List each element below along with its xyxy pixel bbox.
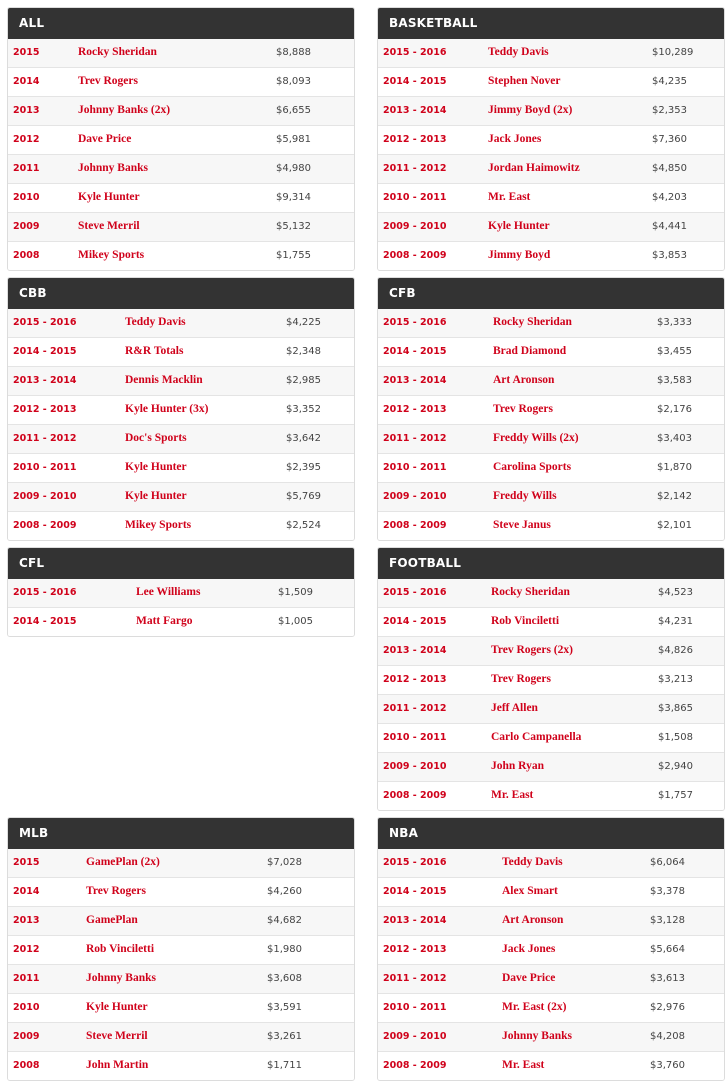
season: 2013 - 2014: [383, 375, 447, 386]
season: 2015 - 2016: [13, 587, 77, 598]
season: 2010 - 2011: [383, 1002, 447, 1013]
profit-amount: $2,524: [286, 520, 321, 531]
profit-amount: $2,985: [286, 375, 321, 386]
leader-row: [8, 994, 354, 1023]
leader-row: [378, 782, 724, 810]
capper-link[interactable]: Matt Fargo: [136, 615, 193, 627]
capper-link[interactable]: Rob Vinciletti: [491, 615, 560, 627]
panel-mlb: [7, 817, 355, 1081]
profit-amount: $4,260: [267, 886, 302, 897]
profit-amount: $8,888: [276, 47, 311, 58]
capper-link[interactable]: Mr. East: [488, 191, 531, 203]
leader-list: [378, 39, 724, 270]
capper-link[interactable]: Rocky Sheridan: [493, 316, 572, 328]
panel-title: MLB: [8, 818, 354, 849]
season: 2013 - 2014: [383, 645, 447, 656]
leader-list: [8, 309, 354, 540]
profit-amount: $4,682: [267, 915, 302, 926]
leader-row: [8, 512, 354, 540]
leader-row: [8, 849, 354, 878]
season: 2015 - 2016: [13, 317, 77, 328]
capper-link[interactable]: Jack Jones: [502, 943, 556, 955]
season: 2008: [13, 1060, 40, 1071]
capper-link[interactable]: Johnny Banks: [78, 162, 148, 174]
leader-row: [378, 724, 724, 753]
capper-link[interactable]: Dennis Macklin: [125, 374, 203, 386]
season: 2008 - 2009: [383, 250, 447, 261]
capper-link[interactable]: Alex Smart: [502, 885, 558, 897]
season: 2015 - 2016: [383, 317, 447, 328]
capper-link[interactable]: Kyle Hunter: [125, 461, 187, 473]
panel-title: NBA: [378, 818, 724, 849]
profit-amount: $5,664: [650, 944, 685, 955]
leader-row: [378, 184, 724, 213]
capper-link[interactable]: Kyle Hunter: [125, 490, 187, 502]
profit-amount: $3,760: [650, 1060, 685, 1071]
leader-row: [8, 155, 354, 184]
profit-amount: $3,613: [650, 973, 685, 984]
season: 2012: [13, 134, 40, 145]
capper-link[interactable]: Teddy Davis: [488, 46, 549, 58]
capper-link[interactable]: Jimmy Boyd: [488, 249, 551, 261]
profit-amount: $3,591: [267, 1002, 302, 1013]
leader-row: [8, 309, 354, 338]
profit-amount: $7,028: [267, 857, 302, 868]
leader-row: [378, 637, 724, 666]
panel-cfb: [377, 277, 725, 541]
season: 2014 - 2015: [383, 616, 447, 627]
capper-link[interactable]: Jordan Haimowitz: [488, 162, 580, 174]
capper-link[interactable]: Mr. East (2x): [502, 1001, 567, 1013]
leader-row: [8, 608, 354, 636]
season: 2011 - 2012: [383, 973, 447, 984]
panel-title: CFL: [8, 548, 354, 579]
profit-amount: $1,757: [658, 790, 693, 801]
profit-amount: $3,128: [650, 915, 685, 926]
capper-link[interactable]: GamePlan (2x): [86, 856, 160, 868]
profit-amount: $4,980: [276, 163, 311, 174]
season: 2009 - 2010: [383, 1031, 447, 1042]
capper-link[interactable]: Mikey Sports: [125, 519, 192, 531]
leader-row: [8, 242, 354, 270]
panel-cfl: [7, 547, 355, 637]
leader-row: [378, 907, 724, 936]
profit-amount: $1,005: [278, 616, 313, 627]
profit-amount: $2,395: [286, 462, 321, 473]
capper-link[interactable]: GamePlan: [86, 914, 138, 926]
capper-link[interactable]: Mr. East: [491, 789, 534, 801]
leader-row: [378, 753, 724, 782]
leader-row: [378, 338, 724, 367]
profit-amount: $1,711: [267, 1060, 302, 1071]
season: 2009: [13, 1031, 40, 1042]
capper-link[interactable]: Jack Jones: [488, 133, 542, 145]
leader-row: [8, 367, 354, 396]
capper-link[interactable]: Rob Vinciletti: [86, 943, 155, 955]
season: 2009 - 2010: [383, 761, 447, 772]
season: 2014 - 2015: [13, 616, 77, 627]
leader-row: [378, 579, 724, 608]
season: 2014: [13, 886, 40, 897]
capper-link[interactable]: Mikey Sports: [78, 249, 145, 261]
capper-link[interactable]: Doc's Sports: [125, 432, 187, 444]
capper-link[interactable]: Rocky Sheridan: [78, 46, 157, 58]
leader-row: [378, 1023, 724, 1052]
profit-amount: $2,176: [657, 404, 692, 415]
leader-row: [8, 936, 354, 965]
leader-row: [378, 242, 724, 270]
capper-link[interactable]: Stephen Nover: [488, 75, 561, 87]
profit-amount: $2,101: [657, 520, 692, 531]
season: 2010 - 2011: [383, 192, 447, 203]
panel-title: BASKETBALL: [378, 8, 724, 39]
leader-row: [8, 907, 354, 936]
season: 2011 - 2012: [383, 703, 447, 714]
leader-row: [8, 425, 354, 454]
profit-amount: $6,064: [650, 857, 685, 868]
season: 2011 - 2012: [13, 433, 77, 444]
season: 2010: [13, 1002, 40, 1013]
leader-row: [8, 68, 354, 97]
capper-link[interactable]: Dave Price: [78, 133, 132, 145]
season: 2015 - 2016: [383, 47, 447, 58]
leader-row: [8, 184, 354, 213]
panel-nba: [377, 817, 725, 1081]
leader-row: [8, 878, 354, 907]
leader-row: [378, 666, 724, 695]
season: 2010: [13, 192, 40, 203]
capper-link[interactable]: John Martin: [86, 1059, 149, 1071]
profit-amount: $3,853: [652, 250, 687, 261]
capper-link[interactable]: Mr. East: [502, 1059, 545, 1071]
leader-list: [378, 309, 724, 540]
leader-row: [378, 1052, 724, 1080]
capper-link[interactable]: Steve Merril: [86, 1030, 148, 1042]
profit-amount: $3,333: [657, 317, 692, 328]
leader-row: [8, 396, 354, 425]
leader-row: [378, 396, 724, 425]
leader-row: [378, 39, 724, 68]
profit-amount: $3,261: [267, 1031, 302, 1042]
season: 2013 - 2014: [383, 105, 447, 116]
capper-link[interactable]: Dave Price: [502, 972, 556, 984]
profit-amount: $3,865: [658, 703, 693, 714]
season: 2012 - 2013: [383, 944, 447, 955]
profit-amount: $4,523: [658, 587, 693, 598]
capper-link[interactable]: R&R Totals: [125, 345, 184, 357]
panel-title: ALL: [8, 8, 354, 39]
leader-list: [8, 579, 354, 636]
season: 2008: [13, 250, 40, 261]
profit-amount: $9,314: [276, 192, 311, 203]
season: 2011: [13, 973, 40, 984]
capper-link[interactable]: Freddy Wills: [493, 490, 557, 502]
profit-amount: $4,235: [652, 76, 687, 87]
capper-link[interactable]: Jeff Allen: [491, 702, 538, 714]
season: 2013: [13, 105, 40, 116]
season: 2011 - 2012: [383, 163, 447, 174]
capper-link[interactable]: Carolina Sports: [493, 461, 572, 473]
capper-link[interactable]: Kyle Hunter (3x): [125, 403, 209, 415]
capper-link[interactable]: Teddy Davis: [502, 856, 563, 868]
season: 2008 - 2009: [383, 790, 447, 801]
capper-link[interactable]: Teddy Davis: [125, 316, 186, 328]
season: 2014 - 2015: [13, 346, 77, 357]
capper-link[interactable]: Freddy Wills (2x): [493, 432, 579, 444]
capper-link[interactable]: Brad Diamond: [493, 345, 567, 357]
leader-row: [378, 878, 724, 907]
leader-row: [378, 936, 724, 965]
profit-amount: $1,509: [278, 587, 313, 598]
profit-amount: $3,583: [657, 375, 692, 386]
profit-amount: $5,769: [286, 491, 321, 502]
season: 2015 - 2016: [383, 857, 447, 868]
season: 2010 - 2011: [13, 462, 77, 473]
profit-amount: $1,870: [657, 462, 692, 473]
profit-amount: $5,981: [276, 134, 311, 145]
leader-row: [378, 608, 724, 637]
season: 2010 - 2011: [383, 732, 447, 743]
leader-list: [378, 579, 724, 810]
profit-amount: $3,403: [657, 433, 692, 444]
leader-row: [8, 97, 354, 126]
capper-link[interactable]: Art Aronson: [502, 914, 564, 926]
season: 2014 - 2015: [383, 346, 447, 357]
leader-row: [378, 213, 724, 242]
season: 2014 - 2015: [383, 886, 447, 897]
season: 2011 - 2012: [383, 433, 447, 444]
profit-amount: $4,208: [650, 1031, 685, 1042]
season: 2015: [13, 857, 40, 868]
season: 2013 - 2014: [383, 915, 447, 926]
leader-list: [378, 849, 724, 1080]
capper-link[interactable]: Jimmy Boyd (2x): [488, 104, 573, 116]
season: 2009 - 2010: [383, 491, 447, 502]
leader-list: [8, 849, 354, 1080]
panel-basketball: [377, 7, 725, 271]
profit-amount: $6,655: [276, 105, 311, 116]
capper-link[interactable]: Kyle Hunter: [78, 191, 140, 203]
leader-row: [8, 213, 354, 242]
capper-link[interactable]: Trev Rogers: [491, 673, 551, 685]
capper-link[interactable]: Carlo Campanella: [491, 731, 582, 743]
leader-row: [8, 1023, 354, 1052]
profit-amount: $3,608: [267, 973, 302, 984]
profit-amount: $3,378: [650, 886, 685, 897]
profit-amount: $3,455: [657, 346, 692, 357]
season: 2009 - 2010: [383, 221, 447, 232]
panel-football: [377, 547, 725, 811]
profit-amount: $2,976: [650, 1002, 685, 1013]
leader-row: [378, 126, 724, 155]
season: 2015: [13, 47, 40, 58]
leader-row: [378, 155, 724, 184]
profit-amount: $3,213: [658, 674, 693, 685]
season: 2008 - 2009: [13, 520, 77, 531]
profit-amount: $1,980: [267, 944, 302, 955]
leader-row: [8, 965, 354, 994]
leader-row: [378, 483, 724, 512]
season: 2013 - 2014: [13, 375, 77, 386]
leader-row: [378, 68, 724, 97]
leader-row: [8, 126, 354, 155]
capper-link[interactable]: Lee Williams: [136, 586, 201, 598]
profit-amount: $2,353: [652, 105, 687, 116]
capper-link[interactable]: Trev Rogers: [86, 885, 146, 897]
season: 2010 - 2011: [383, 462, 447, 473]
season: 2013: [13, 915, 40, 926]
season: 2011: [13, 163, 40, 174]
capper-link[interactable]: Steve Merril: [78, 220, 140, 232]
profit-amount: $1,508: [658, 732, 693, 743]
leader-list: [8, 39, 354, 270]
capper-link[interactable]: Trev Rogers: [78, 75, 138, 87]
profit-amount: $4,826: [658, 645, 693, 656]
profit-amount: $4,441: [652, 221, 687, 232]
season: 2012 - 2013: [383, 134, 447, 145]
season: 2012: [13, 944, 40, 955]
leader-row: [378, 994, 724, 1023]
profit-amount: $2,348: [286, 346, 321, 357]
season: 2012 - 2013: [383, 404, 447, 415]
panel-cbb: [7, 277, 355, 541]
panel-title: FOOTBALL: [378, 548, 724, 579]
profit-amount: $10,289: [652, 47, 694, 58]
season: 2012 - 2013: [383, 674, 447, 685]
capper-link[interactable]: Rocky Sheridan: [491, 586, 570, 598]
leader-row: [378, 367, 724, 396]
season: 2015 - 2016: [383, 587, 447, 598]
leader-row: [378, 695, 724, 724]
capper-link[interactable]: Art Aronson: [493, 374, 555, 386]
capper-link[interactable]: John Ryan: [491, 760, 544, 772]
season: 2009 - 2010: [13, 491, 77, 502]
panel-title: CFB: [378, 278, 724, 309]
leader-row: [8, 483, 354, 512]
season: 2014: [13, 76, 40, 87]
leader-row: [8, 454, 354, 483]
profit-amount: $2,142: [657, 491, 692, 502]
profit-amount: $4,225: [286, 317, 321, 328]
capper-link[interactable]: Kyle Hunter: [86, 1001, 148, 1013]
profit-amount: $3,352: [286, 404, 321, 415]
leader-row: [378, 425, 724, 454]
capper-link[interactable]: Johnny Banks (2x): [78, 104, 171, 116]
season: 2009: [13, 221, 40, 232]
leader-row: [8, 579, 354, 608]
capper-link[interactable]: Kyle Hunter: [488, 220, 550, 232]
season: 2008 - 2009: [383, 520, 447, 531]
profit-amount: $2,940: [658, 761, 693, 772]
leader-row: [378, 309, 724, 338]
leader-row: [8, 39, 354, 68]
season: 2014 - 2015: [383, 76, 447, 87]
profit-amount: $4,231: [658, 616, 693, 627]
season: 2012 - 2013: [13, 404, 77, 415]
leader-row: [378, 97, 724, 126]
leader-row: [378, 454, 724, 483]
capper-link[interactable]: Johnny Banks: [502, 1030, 572, 1042]
capper-link[interactable]: Johnny Banks: [86, 972, 156, 984]
profit-amount: $4,203: [652, 192, 687, 203]
season: 2008 - 2009: [383, 1060, 447, 1071]
leader-row: [378, 965, 724, 994]
leader-row: [8, 338, 354, 367]
profit-amount: $7,360: [652, 134, 687, 145]
profit-amount: $8,093: [276, 76, 311, 87]
profit-amount: $5,132: [276, 221, 311, 232]
profit-amount: $3,642: [286, 433, 321, 444]
panel-all: [7, 7, 355, 271]
capper-link[interactable]: Steve Janus: [493, 519, 551, 531]
capper-link[interactable]: Trev Rogers: [493, 403, 553, 415]
leader-row: [378, 512, 724, 540]
leader-row: [378, 849, 724, 878]
profit-amount: $1,755: [276, 250, 311, 261]
profit-amount: $4,850: [652, 163, 687, 174]
capper-link[interactable]: Trev Rogers (2x): [491, 644, 573, 656]
leader-row: [8, 1052, 354, 1080]
panel-title: CBB: [8, 278, 354, 309]
